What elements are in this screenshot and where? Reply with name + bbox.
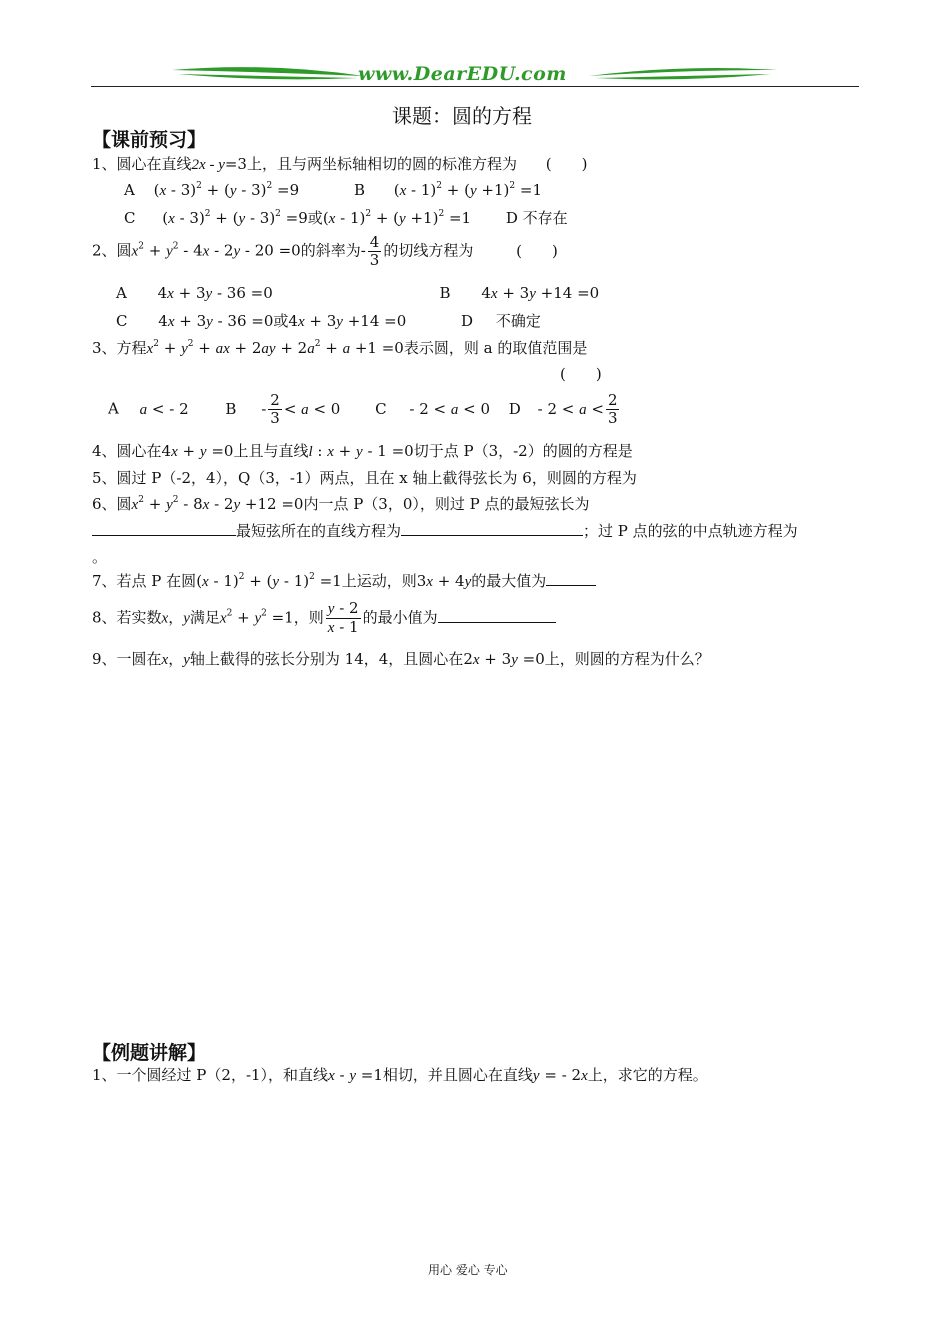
question-2: 2、圆$x^2 + y^2 - 4x - 2y - 20 =0$的斜率为- $\frac{4}{3}$ 的切线方程为 ( ) bbox=[92, 233, 558, 269]
question-1-options-ab: A (x - 3)$^2$ + (y - 3)$^2$ =9 B $(x - 1)^2 + (y +1)^2 =1$ bbox=[124, 181, 543, 199]
example-1: 1、一个圆经过 P（2，-1），和直线x - y =1相切，并且圆心在直线y = - 2x上，求它的方程。 bbox=[92, 1066, 708, 1084]
page-footer: 用心 爱心 专心 bbox=[428, 1263, 508, 1277]
header-swoosh-right bbox=[585, 62, 780, 84]
question-3-paren: ( ) bbox=[560, 365, 602, 383]
question-6: 6、圆$x^2 + y^2 - 8x - 2y +12 =0$内一点 P（3，0），则过 P 点的最短弦长为 bbox=[92, 495, 590, 513]
question-2-options-cd: C 4x + 3y - 36 =0或4x + 3y +14 =0 D 不确定 bbox=[116, 312, 541, 330]
question-4: 4、圆心在4x + y =0上且与直线l : x + y - 1 =0切于点 P（3，-2）的圆的方程是 bbox=[92, 442, 633, 460]
question-1: 1、圆心在直线2x - y=3上，且与两坐标轴相切的圆的标准方程为 ( ) bbox=[92, 155, 588, 173]
page-title: 课题：圆的方程 bbox=[392, 104, 532, 128]
question-5: 5、圆过 P（-2，4），Q（3，-1）两点，且在 x 轴上截得弦长为 6，则圆的方程为 bbox=[92, 469, 637, 487]
question-3-options: A a < - 2 B - $\frac{2}{3}$ < a < 0 C - 2 < a < 0 D - 2 < a < $\frac{2}{3}$ bbox=[108, 391, 618, 427]
header-rule bbox=[91, 86, 859, 87]
question-3: 3、方程$x^2 + y^2$ + ax + $2ay + 2a^2 + a +1 =0$表示圆，则 a 的取值范围是 bbox=[92, 339, 588, 357]
question-2-options-ab: A 4x + 3y - 36 =0 B 4x + 3y +14 =0 bbox=[116, 284, 600, 302]
question-9: 9、一圆在x，y轴上截得的弦长分别为 14，4，且圆心在2x + 3y =0上，则圆的方程为什么？ bbox=[92, 650, 710, 668]
section-heading-examples: 【例题讲解】 bbox=[92, 1042, 207, 1064]
answer-blank[interactable] bbox=[546, 571, 596, 586]
question-8: 8、若实数x，y满足$x^2 + y^2 =1$，则 $\frac{y - 2}{x - 1}$ 的最小值为 bbox=[92, 600, 556, 637]
question-6-line-2: 最短弦所在的直线方程为 ；过 P 点的弦的中点轨迹方程为 bbox=[92, 520, 798, 541]
site-logo-text: www.DearEDU.com bbox=[358, 63, 567, 85]
question-1-options-cd: C (x - 3)$^2$ + (y - 3)$^2$ =9或$(x - 1)^2 + (y +1)^2 =1$ D 不存在 bbox=[124, 209, 568, 227]
section-heading-preview: 【课前预习】 bbox=[92, 129, 207, 151]
question-7: 7、若点 P 在圆(x - 1)$^2$ + (y - 1)$^2$ =1上运动，则3x + 4y的最大值为 bbox=[92, 570, 596, 591]
answer-blank[interactable] bbox=[92, 521, 236, 536]
header-swoosh-left bbox=[168, 62, 368, 84]
question-6-line-3: 。 bbox=[92, 548, 108, 566]
answer-blank[interactable] bbox=[438, 608, 556, 623]
answer-blank[interactable] bbox=[401, 521, 583, 536]
